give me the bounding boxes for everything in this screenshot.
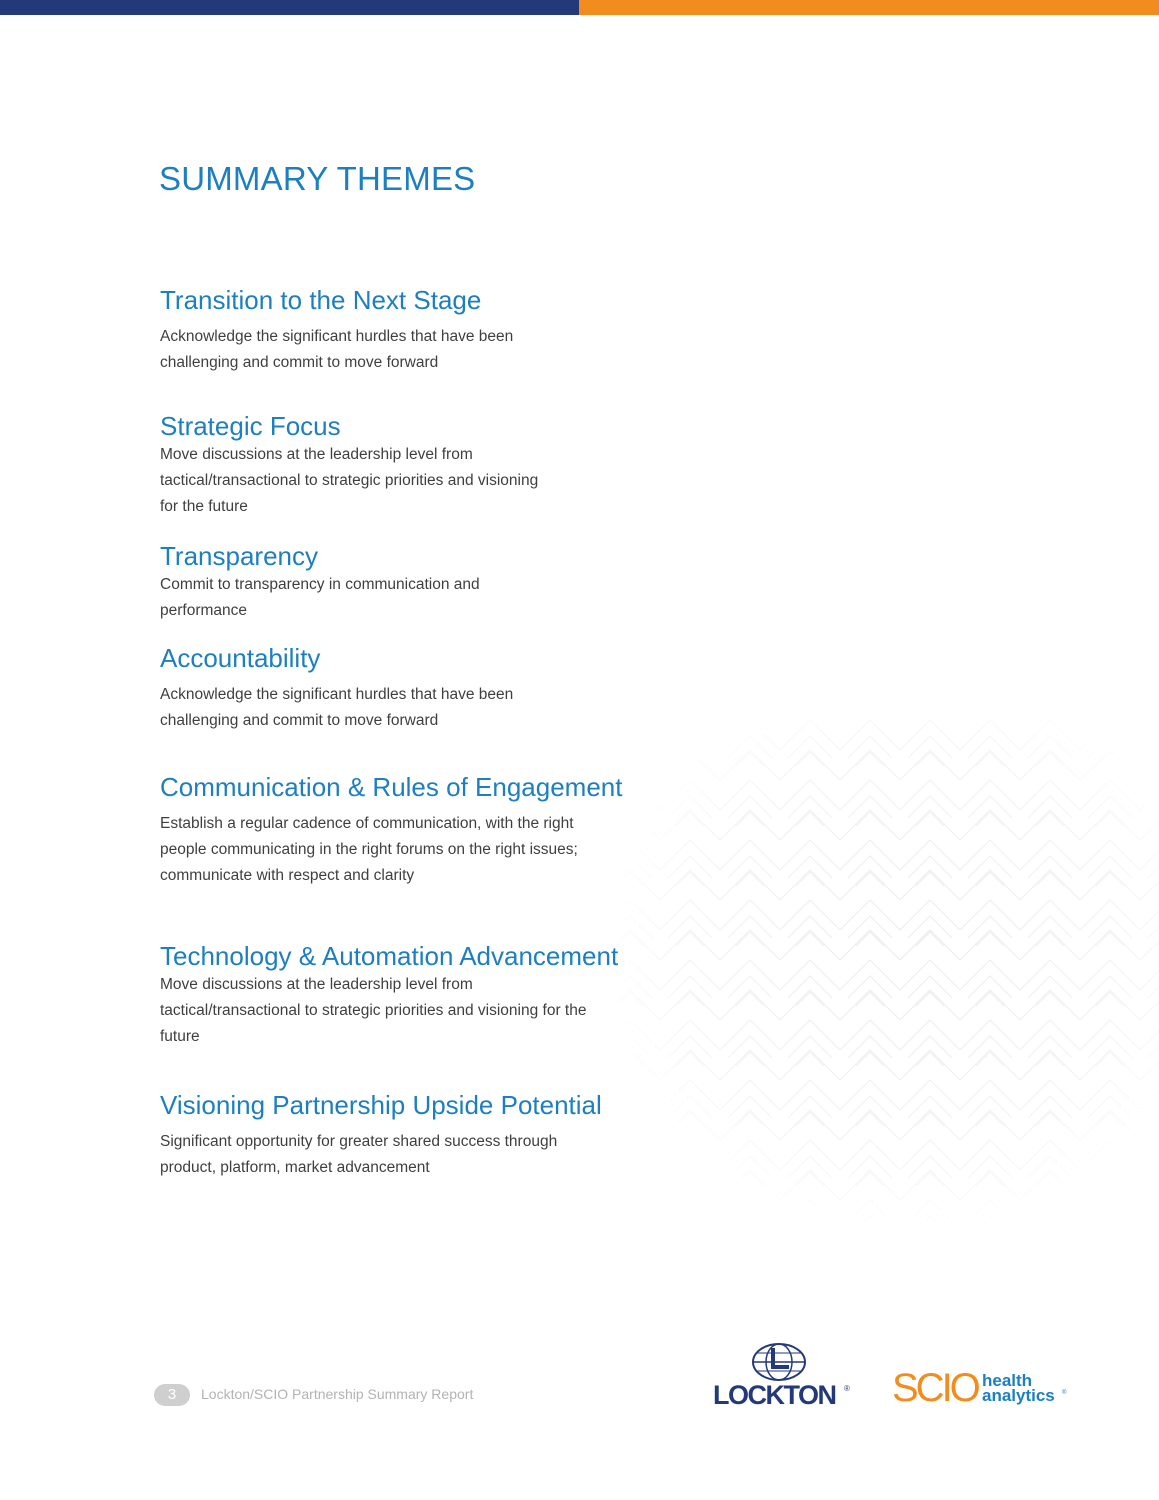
theme-description: Move discussions at the leadership level from tactical/transactional to strategic priorities and visioning for the future bbox=[160, 976, 587, 1045]
lockton-wordmark: LOCKTON bbox=[713, 1380, 836, 1410]
theme-description: Acknowledge the significant hurdles that have been challenging and commit to move forward bbox=[160, 686, 514, 729]
theme-title: Communication & Rules of Engagement bbox=[160, 772, 623, 802]
background-diamond-pattern bbox=[600, 720, 1159, 1240]
theme-title: Accountability bbox=[160, 643, 321, 673]
scio-analytics-text: analytics bbox=[982, 1386, 1055, 1405]
top-bar-navy-segment bbox=[0, 0, 579, 15]
theme-title: Strategic Focus bbox=[160, 411, 341, 441]
globe-icon bbox=[751, 1342, 807, 1382]
theme-transition bbox=[160, 284, 660, 376]
scio-registered-mark: ® bbox=[1062, 1390, 1067, 1396]
theme-title: Transparency bbox=[160, 541, 318, 571]
theme-communication bbox=[160, 771, 660, 889]
theme-strategic-focus bbox=[160, 410, 660, 520]
scio-health-analytics-logo bbox=[892, 1368, 1072, 1412]
theme-description: Establish a regular cadence of communication, with the right people communicating in the right forums on the right issues; communicate with respect and clarity bbox=[160, 815, 578, 884]
theme-visioning bbox=[160, 1089, 660, 1181]
theme-accountability bbox=[160, 642, 660, 734]
theme-description: Commit to transparency in communication and performance bbox=[160, 576, 480, 619]
theme-description: Significant opportunity for greater shared success through product, platform, market advancement bbox=[160, 1133, 558, 1176]
top-bar-orange-segment bbox=[579, 0, 1159, 15]
footer-report-title: Lockton/SCIO Partnership Summary Report bbox=[201, 1386, 474, 1402]
theme-transparency bbox=[160, 540, 660, 624]
theme-title: Visioning Partnership Upside Potential bbox=[160, 1090, 602, 1120]
theme-technology bbox=[160, 940, 660, 1050]
theme-description: Acknowledge the significant hurdles that have been challenging and commit to move forward bbox=[160, 328, 514, 371]
lockton-logo bbox=[713, 1342, 853, 1408]
scio-health-text: health bbox=[982, 1371, 1033, 1390]
theme-title: Transition to the Next Stage bbox=[160, 285, 482, 315]
top-color-bar bbox=[0, 0, 1159, 15]
theme-title: Technology & Automation Advancement bbox=[160, 941, 619, 971]
page-title: SUMMARY THEMES bbox=[159, 160, 476, 197]
theme-description: Move discussions at the leadership level from tactical/transactional to strategic priorities and visioning for the future bbox=[160, 446, 539, 515]
scio-wordmark: SCIO bbox=[892, 1366, 978, 1410]
lockton-registered-mark: ® bbox=[844, 1384, 850, 1393]
page-number-badge: 3 bbox=[154, 1384, 190, 1406]
